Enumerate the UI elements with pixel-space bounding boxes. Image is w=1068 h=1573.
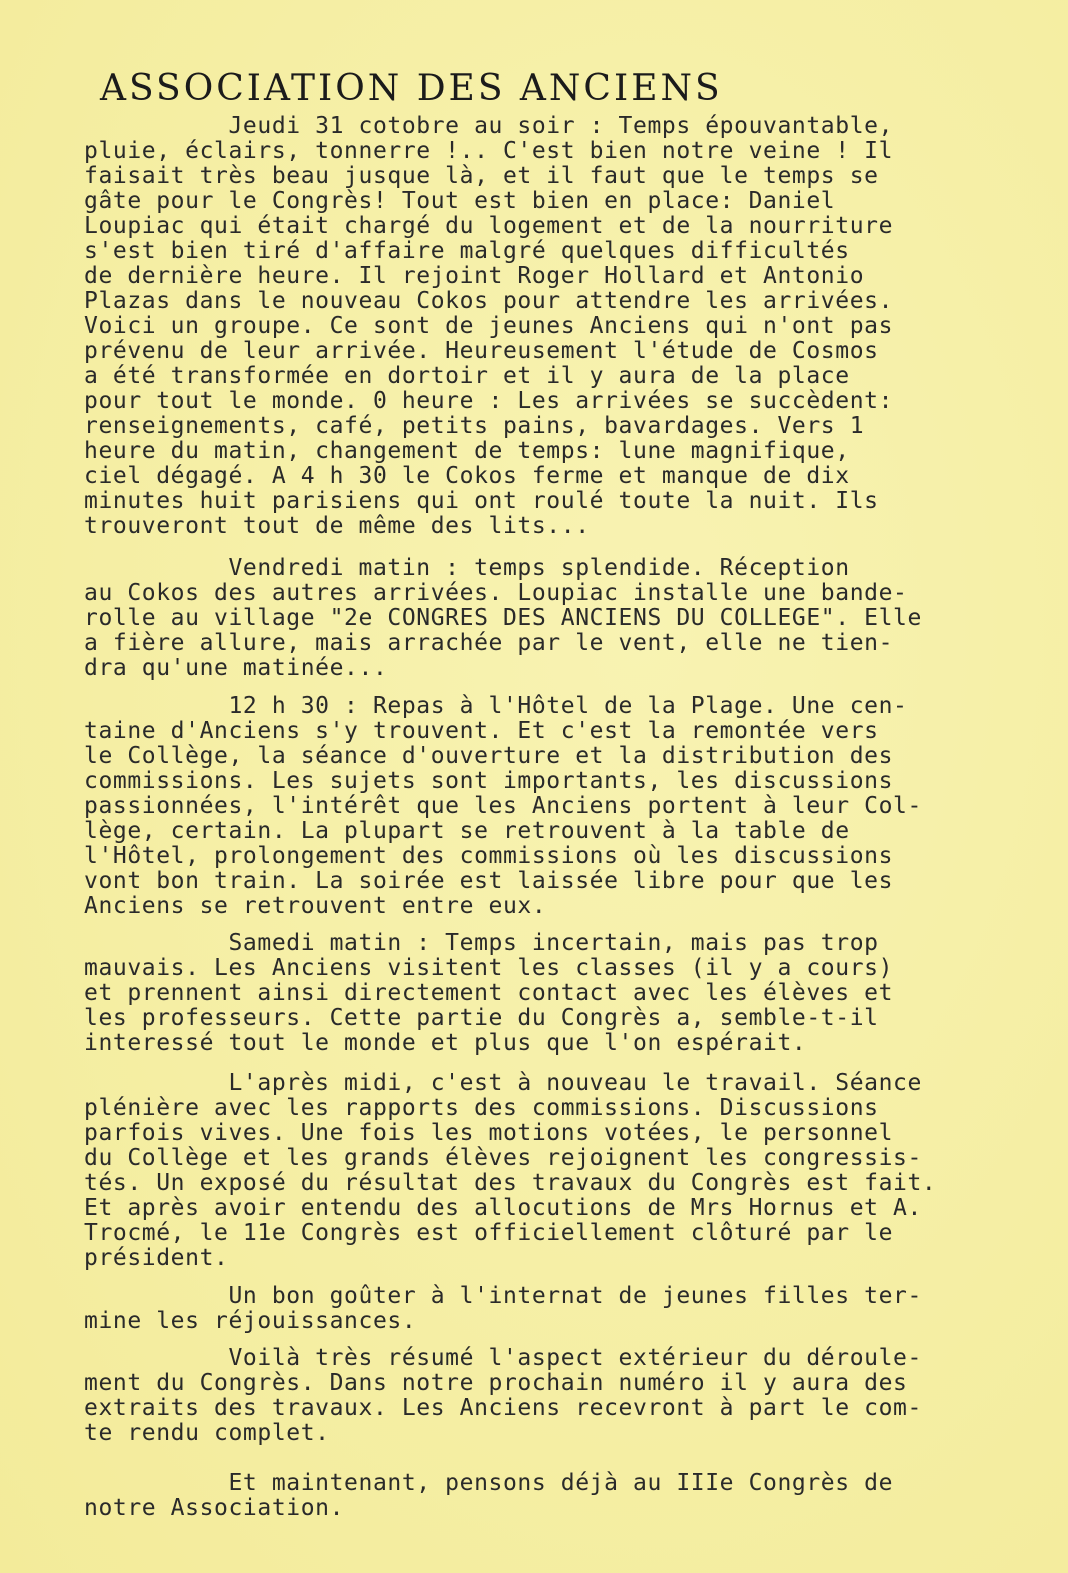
paragraph-friday-noon xyxy=(84,694,964,919)
text-line: rolle au village "2e CONGRES DES ANCIENS DU COLLEGE". Elle xyxy=(84,605,922,631)
text-line: gâte pour le Congrès! Tout est bien en place: Daniel xyxy=(84,188,836,214)
text-line: président. xyxy=(84,1245,229,1271)
text-line: 12 h 30 : Repas à l'Hôtel de la Plage. Une cen- xyxy=(84,693,908,719)
text-line: au Cokos des autres arrivées. Loupiac installe une bande- xyxy=(84,580,908,606)
text-line: commissions. Les sujets sont importants, les discussions xyxy=(84,768,894,794)
text-line: heure du matin, changement de temps: lune magnifique, xyxy=(84,438,850,464)
paragraph-saturday-afternoon xyxy=(84,1071,964,1271)
text-line: lège, certain. La plupart se retrouvent à la table de xyxy=(84,818,850,844)
text-line: Et après avoir entendu des allocutions de Mrs Hornus et A. xyxy=(84,1195,922,1221)
text-line: pluie, éclairs, tonnerre !.. C'est bien notre veine ! Il xyxy=(84,138,894,164)
text-line: notre Association. xyxy=(84,1495,345,1521)
paragraph-closing xyxy=(84,1471,964,1521)
text-line: parfois vives. Une fois les motions votées, le personnel xyxy=(84,1120,894,1146)
text-line: taine d'Anciens s'y trouvent. Et c'est la remontée vers xyxy=(84,718,879,744)
paragraph-goûter xyxy=(84,1284,964,1334)
text-line: extraits des travaux. Les Anciens recevront à part le com- xyxy=(84,1395,922,1421)
text-line: Samedi matin : Temps incertain, mais pas trop xyxy=(84,930,879,956)
text-line: Voilà très résumé l'aspect extérieur du déroule- xyxy=(84,1345,922,1371)
text-line: le Collège, la séance d'ouverture et la distribution des xyxy=(84,743,894,769)
paragraph-summary xyxy=(84,1346,964,1446)
text-line: te rendu complet. xyxy=(84,1420,330,1446)
page-title: ASSOCIATION DES ANCIENS xyxy=(100,68,723,110)
text-line: Jeudi 31 cotobre au soir : Temps épouvantable, xyxy=(84,113,894,139)
text-line: l'Hôtel, prolongement des commissions où les discussions xyxy=(84,843,894,869)
text-line: Un bon goûter à l'internat de jeunes filles ter- xyxy=(84,1283,922,1309)
text-line: plénière avec les rapports des commissions. Discussions xyxy=(84,1095,879,1121)
text-line: mauvais. Les Anciens visitent les classes (il y a cours) xyxy=(84,955,894,981)
text-line: mine les réjouissances. xyxy=(84,1308,417,1334)
text-line: Et maintenant, pensons déjà au IIIe Congrès de xyxy=(84,1470,894,1496)
text-line: Anciens se retrouvent entre eux. xyxy=(84,893,547,919)
text-line: du Collège et les grands élèves rejoignent les congressis- xyxy=(84,1145,922,1171)
text-line: passionnées, l'intérêt que les Anciens portent à leur Col- xyxy=(84,793,922,819)
text-line: dra qu'une matinée... xyxy=(84,655,388,681)
text-line: minutes huit parisiens qui ont roulé toute la nuit. Ils xyxy=(84,488,879,514)
text-line: pour tout le monde. 0 heure : Les arrivées se succèdent: xyxy=(84,388,894,414)
text-line: de dernière heure. Il rejoint Roger Hollard et Antonio xyxy=(84,263,865,289)
text-line: L'après midi, c'est à nouveau le travail. Séance xyxy=(84,1070,922,1096)
text-line: Voici un groupe. Ce sont de jeunes Anciens qui n'ont pas xyxy=(84,313,894,339)
text-line: prévenu de leur arrivée. Heureusement l'étude de Cosmos xyxy=(84,338,879,364)
text-line: vont bon train. La soirée est laissée libre pour que les xyxy=(84,868,894,894)
text-line: les professeurs. Cette partie du Congrès a, semble-t-il xyxy=(84,1005,879,1031)
text-line: et prennent ainsi directement contact avec les élèves et xyxy=(84,980,894,1006)
text-line: Plazas dans le nouveau Cokos pour attendre les arrivées. xyxy=(84,288,894,314)
text-line: a été transformée en dortoir et il y aura de la place xyxy=(84,363,850,389)
text-line: interessé tout le monde et plus que l'on espérait. xyxy=(84,1030,807,1056)
text-line: renseignements, café, petits pains, bavardages. Vers 1 xyxy=(84,413,865,439)
text-line: Trocmé, le 11e Congrès est officiellement clôturé par le xyxy=(84,1220,894,1246)
paragraph-friday-morning xyxy=(84,556,964,681)
text-line: ciel dégagé. A 4 h 30 le Cokos ferme et manque de dix xyxy=(84,463,850,489)
paragraph-thursday xyxy=(84,114,964,539)
text-line: a fière allure, mais arrachée par le vent, elle ne tien- xyxy=(84,630,894,656)
text-line: tés. Un exposé du résultat des travaux du Congrès est fait. xyxy=(84,1170,937,1196)
text-line: Loupiac qui était chargé du logement et de la nourriture xyxy=(84,213,894,239)
text-line: ment du Congrès. Dans notre prochain numéro il y aura des xyxy=(84,1370,908,1396)
text-line: s'est bien tiré d'affaire malgré quelques difficultés xyxy=(84,238,850,264)
paragraph-saturday-morning xyxy=(84,931,964,1056)
text-line: faisait très beau jusque là, et il faut que le temps se xyxy=(84,163,879,189)
text-line: trouveront tout de même des lits... xyxy=(84,513,590,539)
text-line: Vendredi matin : temps splendide. Réception xyxy=(84,555,850,581)
